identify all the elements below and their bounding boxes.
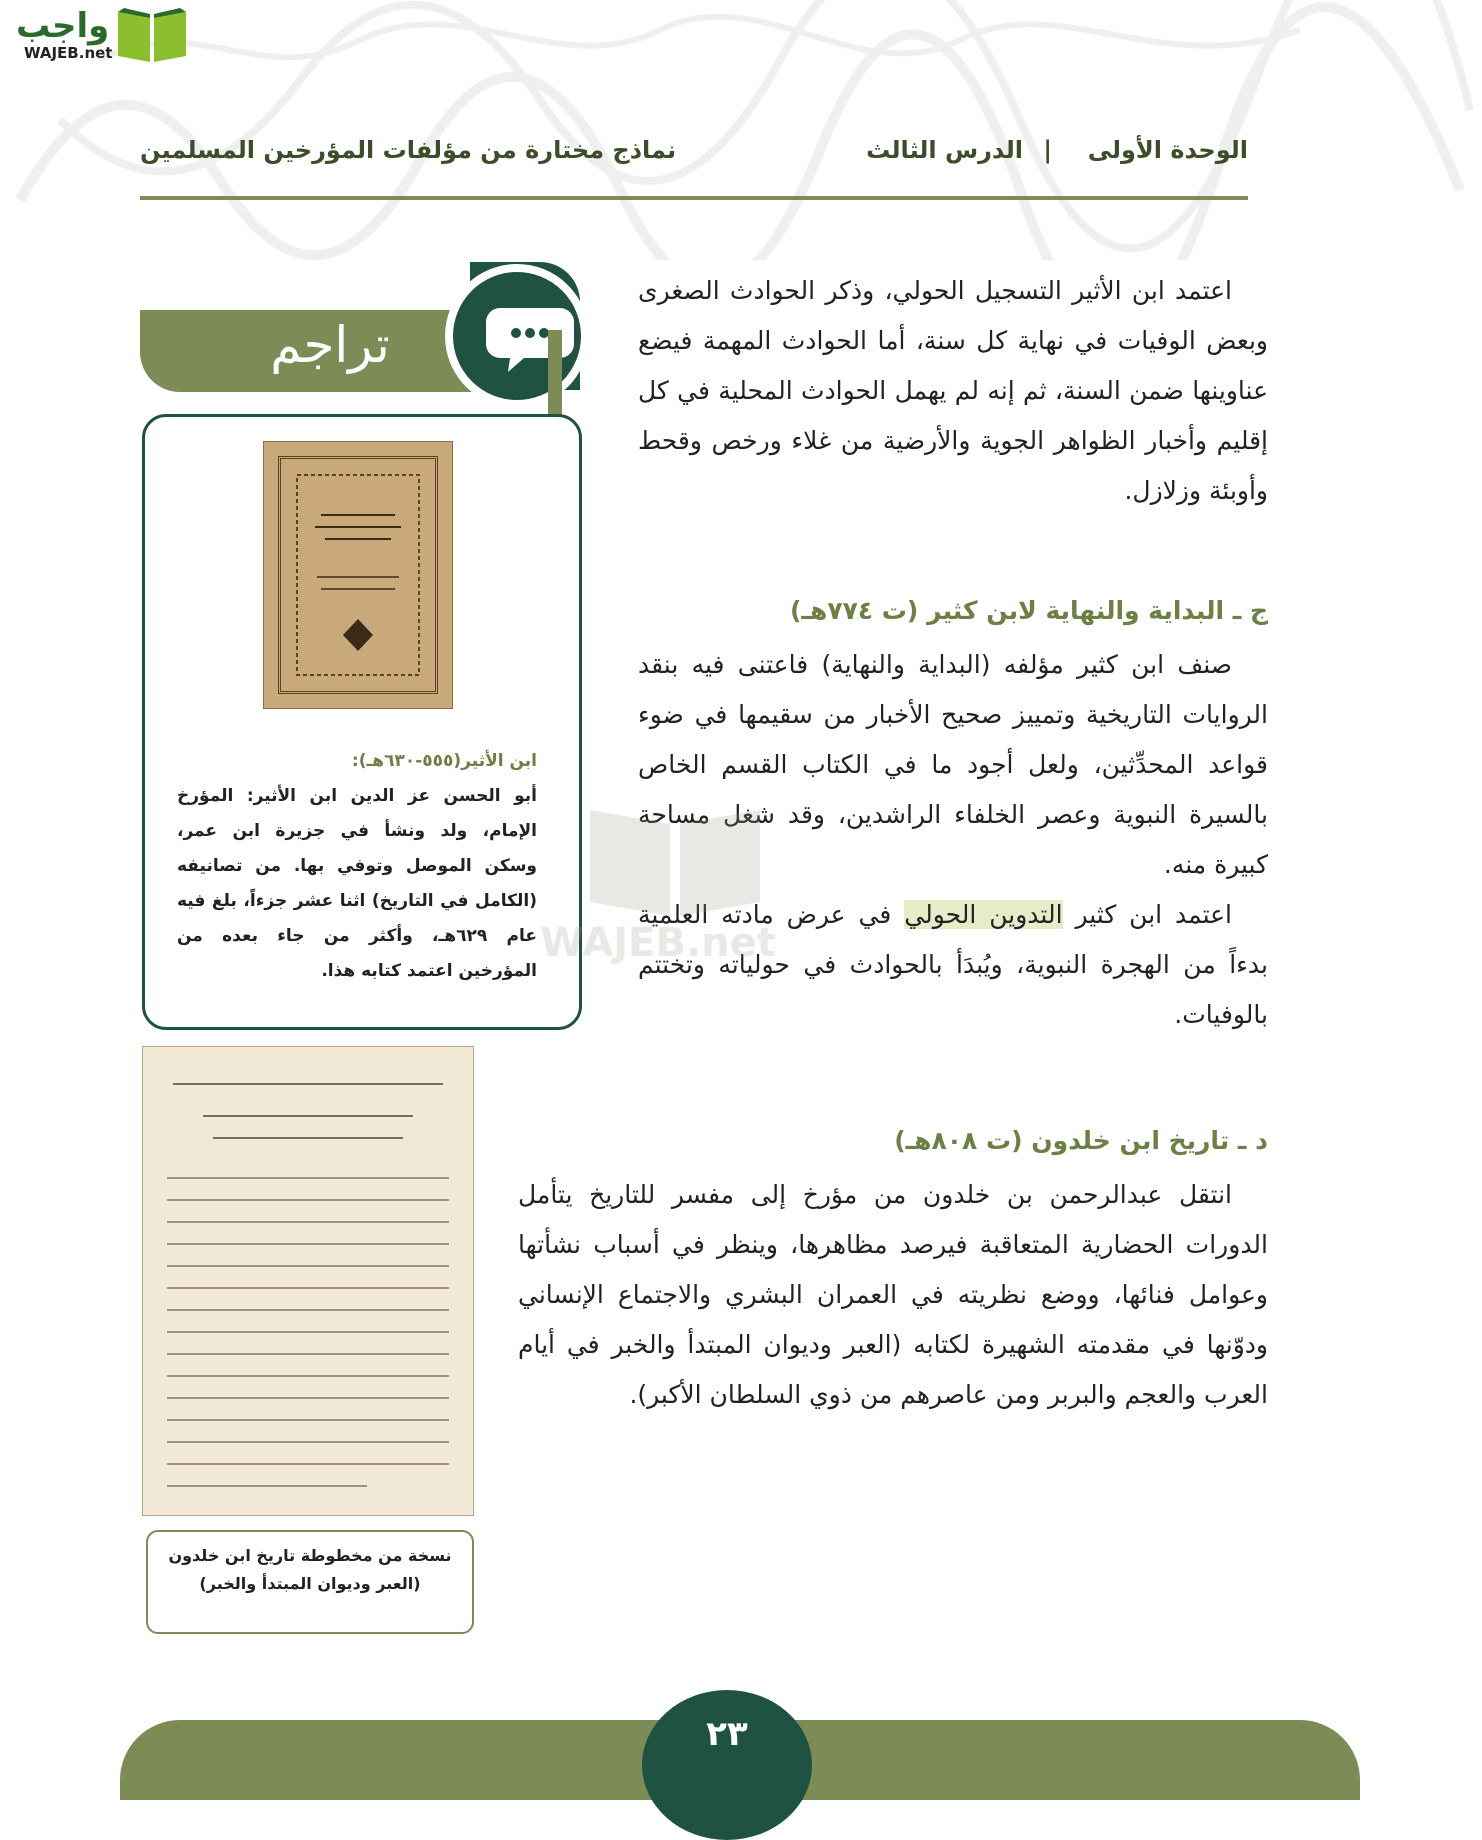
section-c-p2-end: في عرض مادته العلمية بدءاً من الهجرة النبوية، ويُبدَأ بالحوادث في حولياته وتختتم بالوفيات. (638, 900, 1268, 1029)
logo-text-arabic: واجب (16, 6, 110, 46)
section-c-body (638, 640, 1268, 1040)
page-number: ٢٣ (706, 1714, 748, 1754)
caption-text: نسخة من مخطوطة تاريخ ابن خلدون (العبر وديوان المبتدأ والخبر) (168, 1546, 452, 1593)
manuscript-line (167, 1353, 449, 1355)
manuscript-line (213, 1137, 403, 1139)
paragraph-ibn-athir (638, 266, 1268, 516)
calligraphy-background (0, 0, 1482, 260)
section-d-paragraph-1: انتقل عبدالرحمن بن خلدون من مؤرخ إلى مفسر للتاريخ يتأمل الدورات الحضارية المتعاقبة فيرصد مظاهرها، وينظر في أسباب نشأتها وعوامل فنائها، ووضع نظريته في العمران البشري والاجتماع الإنساني ودوّنها في مقدمته الشهيرة لكتابه (العبر وديوان المبتدأ والخبر في أيام العرب والعجم والبربر ومن عاصرهم من ذوي السلطان الأكبر). (518, 1180, 1268, 1409)
bio-description: أبو الحسن عز الدين ابن الأثير: المؤرخ الإمام، ولد ونشأ في جزيرة ابن عمر، وسكن الموصل وتوفي بها. من تصانيفه (الكامل في التاريخ) اثنا عشر جزءاً، بلغ فيه عام ٦٢٩هـ، وأكثر من جاء بعده من المؤرخين اعتمد كتابه هذا. (177, 786, 537, 981)
bio-heading: ابن الأثير(٥٥٥-٦٣٠هـ): (351, 751, 537, 771)
paragraph-1: اعتمد ابن الأثير التسجيل الحولي، وذكر الحوادث الصغرى وبعض الوفيات في نهاية كل سنة، أما الحوادث المهمة فيضع عناوينها ضمن السنة، ثم إنه لم يهمل الحوادث المحلية في كل إقليم وأخبار الظواهر الجوية والأرضية من غلاء ورخص وقحط وأوبئة وزلازل. (638, 276, 1268, 505)
header-divider (140, 196, 1248, 200)
manuscript-line (167, 1221, 449, 1223)
manuscript-line (167, 1331, 449, 1333)
header-separator: | (1043, 136, 1052, 164)
manuscript-line (173, 1083, 443, 1085)
lesson-title: الدرس الثالث (866, 136, 1023, 164)
manuscript-image-ibn-khaldun (142, 1046, 474, 1516)
manuscript-line (167, 1265, 449, 1267)
manuscript-line (167, 1177, 449, 1179)
manuscript-line (167, 1463, 449, 1465)
manuscript-line (167, 1243, 449, 1245)
highlighted-term: التدوين الحولي (904, 900, 1063, 929)
wajeb-logo[interactable] (10, 4, 190, 66)
section-c-paragraph-1: صنف ابن كثير مؤلفه (البداية والنهاية) فاعتنى فيه بنقد الروايات التاريخية وتمييز صحيح الأخبار من سقيمها في ضوء قواعد المحدِّثين، ولعل أجود ما في الكتاب القسم الخاص بالسيرة النبوية وعصر الخلفاء الراشدين، وقد شغل مساحة كبيرة منه. (638, 650, 1268, 879)
watermark-text: WAJEB.net (540, 920, 776, 966)
page-header (140, 136, 1248, 180)
manuscript-frame (278, 456, 438, 694)
section-d-title: د ـ تاريخ ابن خلدون (ت ٨٠٨هـ) (894, 1126, 1268, 1155)
section-c-title: ج ـ البداية والنهاية لابن كثير (ت ٧٧٤هـ) (790, 596, 1268, 625)
biographies-banner (140, 262, 580, 402)
manuscript-line (167, 1375, 449, 1377)
logo-text-english: WAJEB.net (24, 44, 113, 62)
book-icon (114, 4, 190, 66)
manuscript-line (167, 1287, 449, 1289)
subject-title: نماذج مختارة من مؤلفات المؤرخين المسلمين (140, 136, 677, 164)
manuscript-line (167, 1485, 367, 1487)
unit-title: الوحدة الأولى (1087, 136, 1248, 164)
manuscript-line (203, 1115, 413, 1117)
manuscript-line (167, 1199, 449, 1201)
manuscript-ornament (281, 459, 435, 691)
manuscript-line (167, 1397, 449, 1399)
manuscript-line (167, 1419, 449, 1421)
section-c-paragraph-2 (638, 890, 1268, 1040)
section-c-p2-start: اعتمد ابن كثير (1062, 900, 1233, 929)
section-d-body (518, 1170, 1268, 1420)
banner-title: تراجم (270, 316, 390, 374)
biography-card (142, 414, 582, 1030)
manuscript-image-ibn-athir (263, 441, 453, 709)
page-number-circle (642, 1690, 812, 1840)
manuscript-caption (146, 1530, 474, 1634)
manuscript-line (167, 1309, 449, 1311)
manuscript-line (167, 1441, 449, 1443)
chat-bubble-icon (480, 300, 580, 380)
